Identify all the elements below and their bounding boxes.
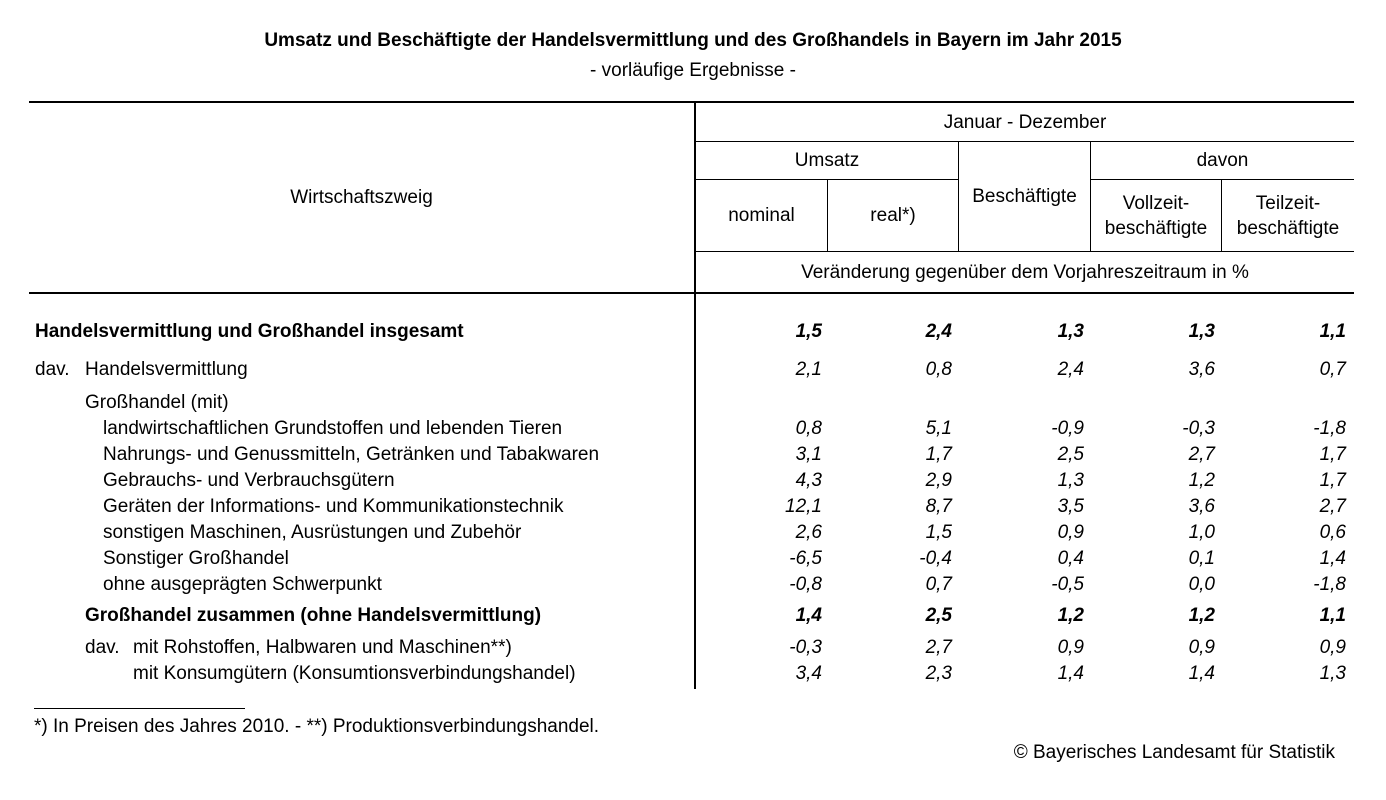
value-beschaeftigte: 0,9 bbox=[1057, 637, 1084, 658]
value-beschaeftigte: 1,3 bbox=[1057, 321, 1084, 342]
value-nominal: 2,1 bbox=[795, 359, 822, 380]
value-real: 8,7 bbox=[925, 496, 952, 517]
header-real bbox=[828, 180, 958, 251]
value-vollzeit: 3,6 bbox=[1188, 359, 1215, 380]
header-period bbox=[696, 103, 1354, 141]
value-teilzeit: 0,6 bbox=[1319, 522, 1346, 543]
value-beschaeftigte: -0,5 bbox=[1051, 574, 1084, 595]
header-bottom-rule bbox=[29, 292, 1354, 294]
value-teilzeit: 0,9 bbox=[1319, 637, 1346, 658]
value-real: -0,4 bbox=[919, 548, 952, 569]
header-umsatz-label: Umsatz bbox=[794, 150, 860, 171]
header-beschaeftigte-label: Beschäftigte bbox=[972, 186, 1077, 207]
value-teilzeit: 1,7 bbox=[1319, 444, 1346, 465]
row-prefix: dav. bbox=[35, 359, 70, 380]
value-vollzeit: 1,2 bbox=[1188, 470, 1215, 491]
value-vollzeit: 1,4 bbox=[1188, 663, 1215, 684]
value-nominal: 2,6 bbox=[795, 522, 822, 543]
header-wirtschaftszweig bbox=[29, 103, 694, 292]
value-teilzeit: 1,1 bbox=[1319, 605, 1346, 626]
value-beschaeftigte: 0,9 bbox=[1057, 522, 1084, 543]
value-nominal: -0,3 bbox=[789, 637, 822, 658]
row-label: Handelsvermittlung und Großhandel insgesamt bbox=[35, 321, 464, 342]
value-real: 2,4 bbox=[925, 321, 952, 342]
value-nominal: -6,5 bbox=[789, 548, 822, 569]
value-nominal: -0,8 bbox=[789, 574, 822, 595]
header-period-label: Januar - Dezember bbox=[943, 111, 1107, 133]
value-teilzeit: 0,7 bbox=[1319, 359, 1346, 380]
value-vollzeit: 1,2 bbox=[1188, 605, 1215, 626]
header-davon bbox=[1091, 142, 1354, 179]
value-beschaeftigte: 2,5 bbox=[1057, 444, 1084, 465]
row-label: Geräten der Informations- und Kommunikationstechnik bbox=[103, 496, 564, 517]
value-beschaeftigte: 3,5 bbox=[1057, 496, 1084, 517]
value-teilzeit: 1,1 bbox=[1319, 321, 1346, 342]
value-vollzeit: 1,3 bbox=[1188, 321, 1215, 342]
value-real: 0,7 bbox=[925, 574, 952, 595]
value-vollzeit: 1,0 bbox=[1188, 522, 1215, 543]
value-beschaeftigte: -0,9 bbox=[1051, 418, 1084, 439]
value-teilzeit: 1,7 bbox=[1319, 470, 1346, 491]
value-teilzeit: -1,8 bbox=[1313, 418, 1346, 439]
header-nominal-label: nominal bbox=[728, 205, 795, 226]
header-vollzeit-line1: Vollzeit- bbox=[1122, 192, 1190, 214]
row-label: Handelsvermittlung bbox=[85, 359, 248, 380]
value-beschaeftigte: 2,4 bbox=[1057, 359, 1084, 380]
header-teilzeit-line2: beschäftigte bbox=[1236, 217, 1340, 239]
footnote: *) In Preisen des Jahres 2010. - **) Produktionsverbindungshandel. bbox=[34, 716, 600, 737]
value-beschaeftigte: 1,3 bbox=[1057, 470, 1084, 491]
header-davon-label: davon bbox=[1196, 150, 1249, 171]
value-teilzeit: 1,4 bbox=[1319, 548, 1346, 569]
header-umsatz bbox=[696, 142, 958, 179]
value-real: 0,8 bbox=[925, 359, 952, 380]
value-real: 2,5 bbox=[925, 605, 952, 626]
value-vollzeit: 2,7 bbox=[1188, 444, 1215, 465]
row-label: Großhandel zusammen (ohne Handelsvermittlung) bbox=[85, 605, 542, 626]
row-label: Sonstiger Großhandel bbox=[103, 548, 289, 569]
value-real: 2,9 bbox=[925, 470, 952, 491]
value-beschaeftigte: 1,2 bbox=[1057, 605, 1084, 626]
copyright: © Bayerisches Landesamt für Statistik bbox=[1013, 742, 1335, 763]
header-wirtschaftszweig-label: Wirtschaftszweig bbox=[290, 187, 433, 208]
value-vollzeit: 3,6 bbox=[1188, 496, 1215, 517]
value-real: 5,1 bbox=[925, 418, 952, 439]
value-beschaeftigte: 1,4 bbox=[1057, 663, 1084, 684]
value-vollzeit: 0,1 bbox=[1188, 548, 1215, 569]
value-vollzeit: 0,9 bbox=[1188, 637, 1215, 658]
value-vollzeit: -0,3 bbox=[1182, 418, 1215, 439]
header-teilzeit bbox=[1222, 180, 1354, 251]
row-label: mit Rohstoffen, Halbwaren und Maschinen**) bbox=[133, 637, 512, 658]
header-vollzeit bbox=[1091, 180, 1221, 251]
table-title: Umsatz und Beschäftigte der Handelsvermittlung und des Großhandels in Bayern im Jahr 2015 bbox=[264, 30, 1122, 51]
row-label: Nahrungs- und Genussmitteln, Getränken und Tabakwaren bbox=[103, 444, 600, 465]
value-nominal: 4,3 bbox=[795, 470, 822, 491]
value-real: 1,5 bbox=[925, 522, 952, 543]
value-beschaeftigte: 0,4 bbox=[1057, 548, 1084, 569]
value-real: 1,7 bbox=[925, 444, 952, 465]
value-nominal: 3,4 bbox=[795, 663, 822, 684]
header-beschaeftigte bbox=[959, 142, 1090, 251]
value-nominal: 12,1 bbox=[785, 496, 822, 517]
value-real: 2,7 bbox=[925, 637, 952, 658]
row-label: mit Konsumgütern (Konsumtionsverbindungshandel) bbox=[133, 663, 576, 684]
footnote-rule bbox=[34, 708, 245, 709]
row-label: Gebrauchs- und Verbrauchsgütern bbox=[103, 470, 395, 491]
row-label: landwirtschaftlichen Grundstoffen und lebenden Tieren bbox=[103, 418, 563, 439]
value-nominal: 0,8 bbox=[795, 418, 822, 439]
value-real: 2,3 bbox=[925, 663, 952, 684]
row-label: sonstigen Maschinen, Ausrüstungen und Zubehör bbox=[103, 522, 522, 543]
row-prefix: dav. bbox=[85, 637, 120, 658]
header-unit-label: Veränderung gegenüber dem Vorjahreszeitraum in % bbox=[801, 261, 1249, 283]
table-subtitle: - vorläufige Ergebnisse - bbox=[590, 60, 796, 81]
header-unit bbox=[696, 252, 1354, 292]
value-nominal: 3,1 bbox=[795, 444, 822, 465]
value-teilzeit: 2,7 bbox=[1319, 496, 1346, 517]
header-vollzeit-line2: beschäftigte bbox=[1104, 217, 1208, 239]
value-teilzeit: -1,8 bbox=[1313, 574, 1346, 595]
value-nominal: 1,5 bbox=[795, 321, 822, 342]
row-label: ohne ausgeprägten Schwerpunkt bbox=[103, 574, 382, 595]
header-real-label: real*) bbox=[870, 205, 916, 226]
header-nominal bbox=[696, 180, 827, 251]
value-vollzeit: 0,0 bbox=[1188, 574, 1215, 595]
header-teilzeit-line1: Teilzeit- bbox=[1255, 192, 1321, 214]
value-nominal: 1,4 bbox=[795, 605, 822, 626]
row-label: Großhandel (mit) bbox=[85, 392, 229, 413]
value-teilzeit: 1,3 bbox=[1319, 663, 1346, 684]
